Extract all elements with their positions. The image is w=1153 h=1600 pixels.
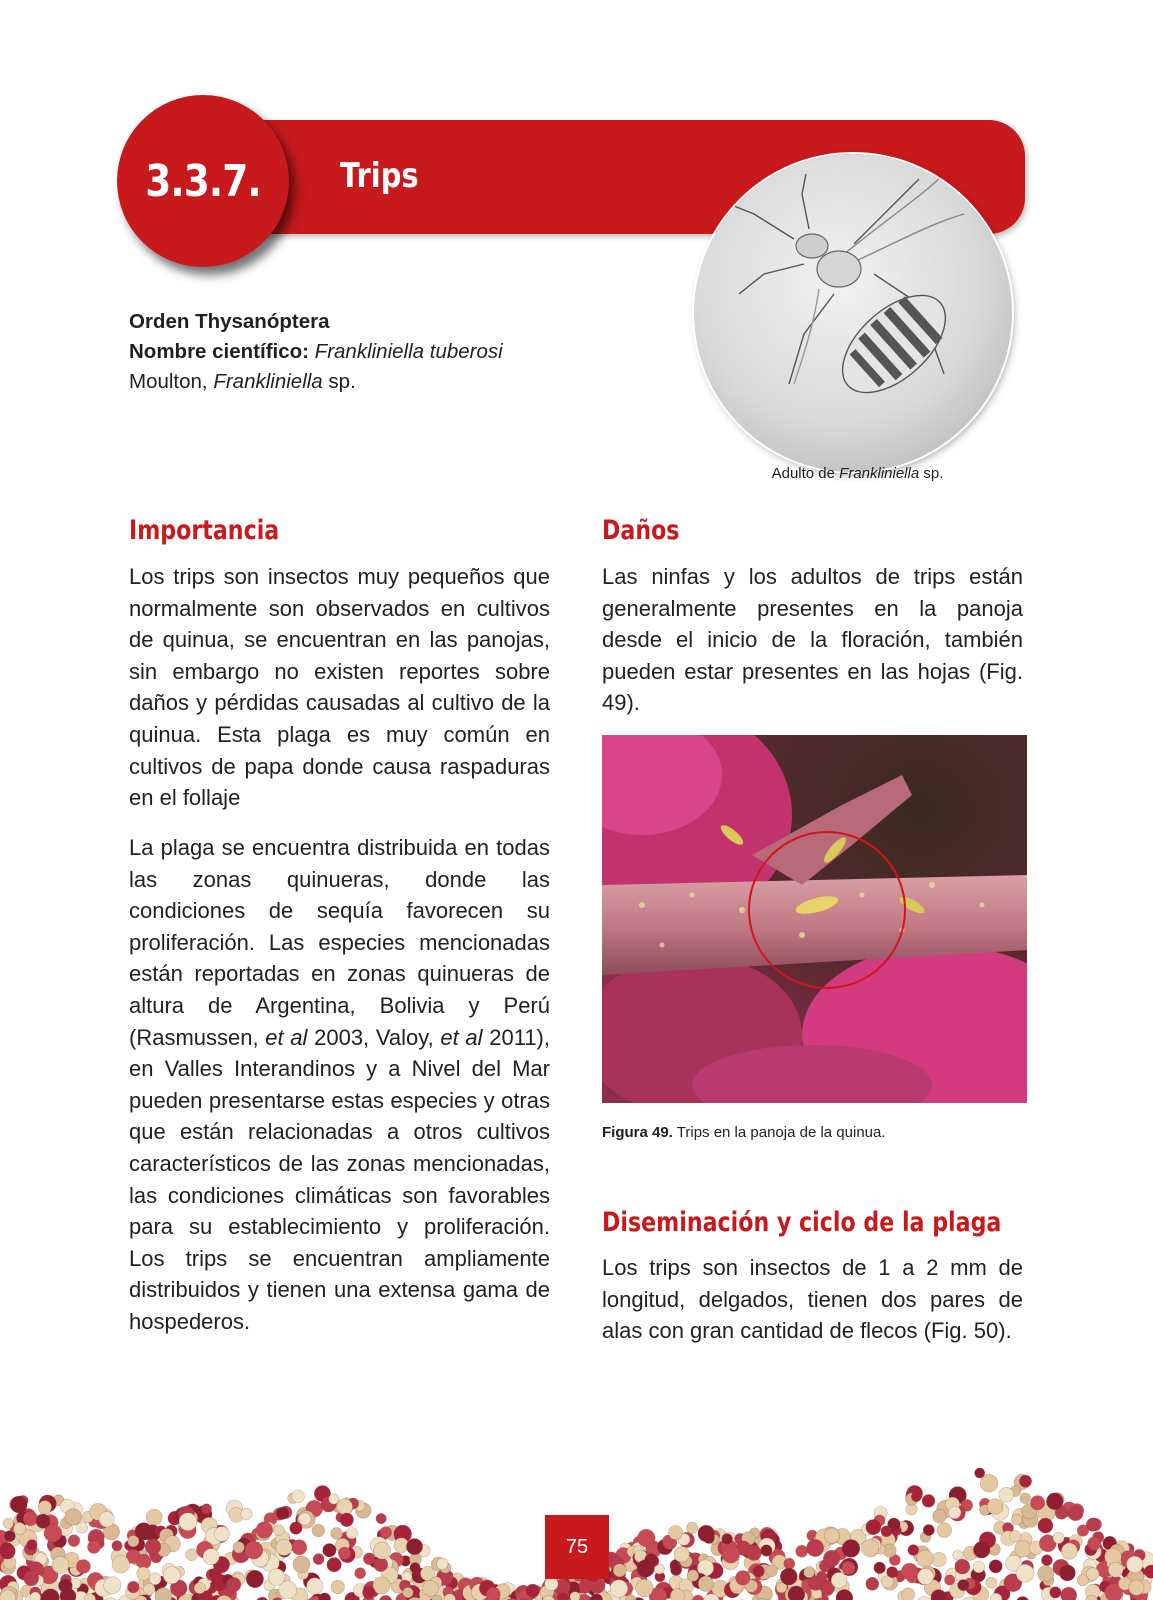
figure-49-caption [602,1124,886,1141]
photo-caption-prefix: Adulto de [771,465,840,482]
importancia-p2-part-c: 2011), en Valles Interandinos y a Nivel del Mar pueden presentarse estas especies y otras que están relacionadas a otros cultivos característicos de las zonas mencionadas, las condiciones climáticas son favorables para su establecimiento y proliferación. Los trips se encuentran ampliamente distribuidos y tienen una extensa gama de hospederos. [129,1024,550,1334]
figure-49-photo [602,735,1027,1103]
importancia-p2-part-a: La plaga se encuentra distribuida en todas las zonas quinueras, donde las condiciones de sequía favorecen su proliferación. Las especies mencionadas están reportadas en zonas quinueras de altura de Argentina, Bolivia y Perú (Rasmussen, [129,835,550,1050]
diseminacion-paragraph: Los trips son insectos de 1 a 2 mm de longitud, delgados, tienen dos pares de alas con gran cantidad de flecos (Fig. 50). [602,1255,1023,1344]
figure-caption-text: Trips en la panoja de la quinua. [672,1124,886,1141]
species-suffix: sp. [322,370,356,393]
danos-paragraph: Las ninfas y los adultos de trips están generalmente presentes en la panoja desde el inicio de la floración, también pueden estar presentes en las hojas (Fig. 49). [602,564,1023,716]
page-number: 75 [545,1515,609,1579]
figure-label: Figura 49. [602,1124,673,1141]
order-label: Orden Thysanóptera [129,310,330,333]
diseminacion-heading: Diseminación y ciclo de la plaga [602,1207,1002,1238]
quinoa-panicle-image [602,735,1027,1103]
thrips-illustration [694,154,1012,472]
section-number: 3.3.7. [145,155,261,207]
importancia-heading: Importancia [129,515,280,546]
species-author: Moulton, [129,370,214,393]
species-name-2: Frankliniella [213,370,323,393]
importancia-p2-et-al-1: et al [265,1024,308,1050]
section-title: Trips [340,156,419,196]
section-number-badge [117,95,289,267]
importancia-paragraph-2 [129,832,550,1338]
thrips-adult-photo [694,154,1012,472]
classification-block [129,307,549,397]
photo-caption [700,465,1015,482]
importancia-p2-part-b: 2003, Valoy, [307,1024,441,1050]
importancia-p2-et-al-2: et al [440,1024,483,1050]
danos-heading: Daños [602,515,680,546]
photo-caption-species: Frankliniella [839,465,920,482]
importancia-paragraph-1: Los trips son insectos muy pequeños que normalmente son observados en cultivos de quinua, se encuentran en las panojas, sin embargo no existen reportes sobre daños y pérdidas causadas al cultivo de la quinua. Esta plaga es muy común en cultivos de papa donde causa raspaduras en el follaje [129,564,550,811]
species-name-1: Frankliniella tuberosi [314,340,503,363]
photo-caption-suffix: sp. [919,465,944,482]
scientific-name-label: Nombre científico: [129,340,309,363]
